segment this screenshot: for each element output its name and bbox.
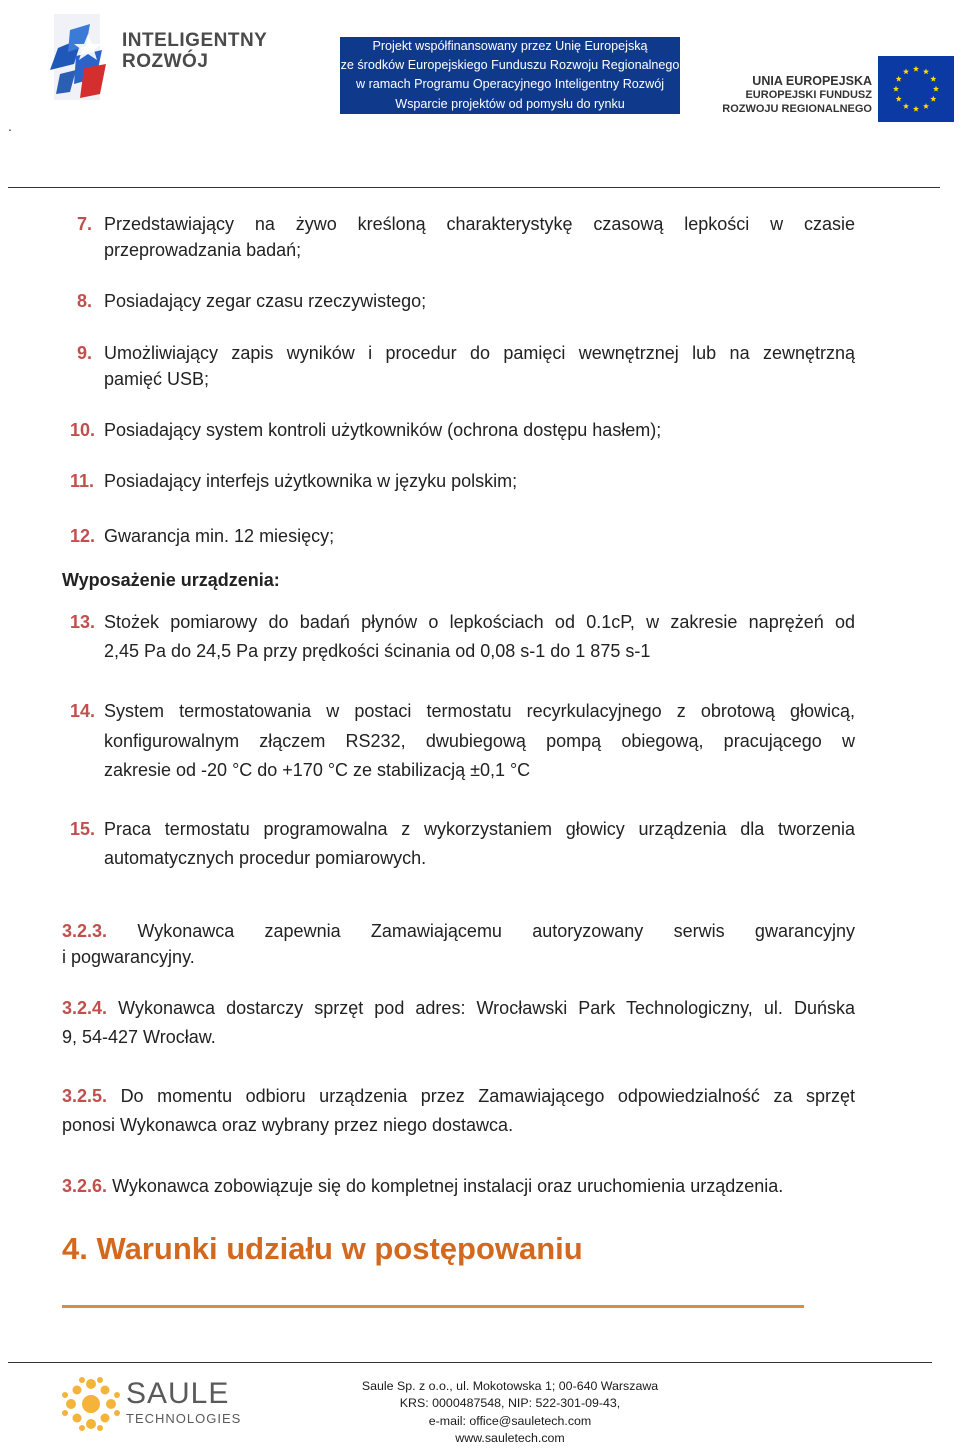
section-3-2-5 xyxy=(62,1085,855,1107)
saule-sun-icon xyxy=(60,1374,122,1434)
section-code: 3.2.3. xyxy=(62,921,108,941)
item-number: 10. xyxy=(70,420,96,440)
section-text: ponosi Wykonawca oraz wybrany przez niego dostawca. xyxy=(62,1115,514,1135)
section-code: 3.2.5. xyxy=(62,1086,108,1106)
item-number: 15. xyxy=(70,819,96,839)
saule-logo xyxy=(60,1374,242,1434)
item-text: Przedstawiający na żywo kreśloną charakterystykę czasową lepkości w czasie xyxy=(104,214,855,234)
ir-logo-line2: ROZWÓJ xyxy=(122,51,209,72)
item-text: Posiadający system kontroli użytkowników (ochrona dostępu hasłem); xyxy=(104,420,662,440)
section-code: 3.2.6. xyxy=(62,1176,108,1196)
inteligentny-rozwoj-logo xyxy=(40,8,286,104)
project-funding-banner xyxy=(340,37,680,114)
project-line: w ramach Programu Operacyjnego Inteligentny Rozwój xyxy=(356,77,664,92)
item-number: 13. xyxy=(70,612,96,632)
section-text: Wykonawca zapewnia Zamawiającemu autoryzowany serwis gwarancyjny xyxy=(137,921,855,941)
eu-star-icon xyxy=(913,66,919,72)
eu-flag-icon xyxy=(878,56,954,122)
equipment-heading: Wyposażenie urządzenia: xyxy=(62,570,280,590)
project-line: Projekt współfinansowany przez Unię Europejską xyxy=(372,39,648,53)
item-text: automatycznych procedur pomiarowych. xyxy=(104,848,427,868)
eu-logo-line: UNIA EUROPEJSKA xyxy=(752,74,872,88)
eu-logo-text xyxy=(720,74,872,116)
saule-logo-subtitle: TECHNOLOGIES xyxy=(126,1411,242,1426)
footer-company-info xyxy=(340,1378,680,1448)
section-3-2-3 xyxy=(62,920,855,942)
footer-divider xyxy=(8,1362,932,1363)
section-text: Wykonawca zobowiązuje się do kompletnej instalacji oraz uruchomienia urządzenia. xyxy=(112,1176,784,1196)
heading-underline xyxy=(62,1305,804,1308)
stray-dot: . xyxy=(8,118,12,134)
section-text: i pogwarancyjny. xyxy=(62,947,195,967)
ir-logo-line1: INTELIGENTNY xyxy=(122,30,268,51)
eu-star-icon xyxy=(933,86,939,92)
item-text: Umożliwiający zapis wyników i procedur do pamięci wewnętrznej lub na zewnętrzną xyxy=(104,343,855,363)
section-heading-4: 4. Warunki udziału w postępowaniu xyxy=(62,1231,583,1266)
item-number: 7. xyxy=(77,214,93,234)
item-text: pamięć USB; xyxy=(104,369,210,389)
item-number: 8. xyxy=(77,291,93,311)
section-3-2-4 xyxy=(62,997,855,1019)
project-line: ze środków Europejskiego Funduszu Rozwoju Regionalnego xyxy=(340,58,680,73)
section-text: Do momentu odbioru urządzenia przez Zamawiającego odpowiedzialność za sprzęt xyxy=(120,1086,855,1106)
item-text: zakresie od -20 °C do +170 °C ze stabilizacją ±0,1 °C xyxy=(104,760,531,780)
item-number: 12. xyxy=(70,526,96,546)
eu-logo-line: ROZWOJU REGIONALNEGO xyxy=(722,103,872,115)
section-code: 3.2.4. xyxy=(62,998,108,1018)
eu-star-icon xyxy=(893,86,899,92)
eu-star-icon xyxy=(903,103,909,109)
item-text: Stożek pomiarowy do badań płynów o lepkościach od 0.1cP, w zakresie naprężeń od xyxy=(104,612,855,632)
footer-email: e-mail: office@saule​tech.com xyxy=(428,1413,592,1428)
item-number: 11. xyxy=(70,471,95,491)
eu-star-icon xyxy=(896,76,902,82)
item-number: 9. xyxy=(77,343,93,363)
saule-logo-name: SAULE xyxy=(126,1377,230,1410)
ir-logo-text xyxy=(122,30,267,72)
item-text: System termostatowania w postaci termostatu recyrkulacyjnego z obrotową głowicą, xyxy=(104,701,855,721)
section-text: Wykonawca dostarczy sprzęt pod adres: Wrocławski Park Technologiczny, ul. Duńska xyxy=(118,998,855,1018)
eu-logo-line: EUROPEJSKI FUNDUSZ xyxy=(745,89,872,101)
item-number: 14. xyxy=(70,701,96,721)
footer-registration: KRS: 0000487548, NIP: 522-301-09-43, xyxy=(399,1396,621,1411)
eu-fund-logo xyxy=(720,56,956,126)
item-text: Posiadający zegar czasu rzeczywistego; xyxy=(104,291,427,311)
eu-star-icon xyxy=(896,96,902,102)
eu-star-icon xyxy=(923,103,929,109)
item-text: Gwarancja min. 12 miesięcy; xyxy=(104,526,335,546)
eu-star-icon xyxy=(913,106,919,112)
project-line: Wsparcie projektów od pomysłu do rynku xyxy=(395,96,625,111)
eu-star-icon xyxy=(903,68,909,74)
item-text: Praca termostatu programowalna z wykorzystaniem głowicy urządzenia dla tworzenia xyxy=(104,819,855,839)
section-text: 9, 54-427 Wrocław. xyxy=(62,1027,216,1047)
eu-star-icon xyxy=(930,76,936,82)
footer-website: www.sauletech.com xyxy=(455,1431,565,1446)
eu-star-icon xyxy=(930,96,936,102)
footer-address: Saule Sp. z o.o., ul. Mokotowska 1; 00-640 Warszawa xyxy=(361,1379,659,1393)
item-text: 2,45 Pa do 24,5 Pa przy prędkości ścinania od 0,08 s-1 do 1 875 s-1 xyxy=(104,641,651,661)
item-text: Posiadający interfejs użytkownika w języku polskim; xyxy=(104,471,518,491)
header-divider xyxy=(8,187,940,188)
ir-logo-emblem-icon xyxy=(40,8,120,104)
item-text: przeprowadzania badań; xyxy=(104,240,302,260)
item-text: konfigurowalnym złączem RS232, dwubiegową pompą obiegową, pracującego w xyxy=(104,731,855,751)
section-3-2-6 xyxy=(62,1175,783,1197)
eu-star-icon xyxy=(923,68,929,74)
